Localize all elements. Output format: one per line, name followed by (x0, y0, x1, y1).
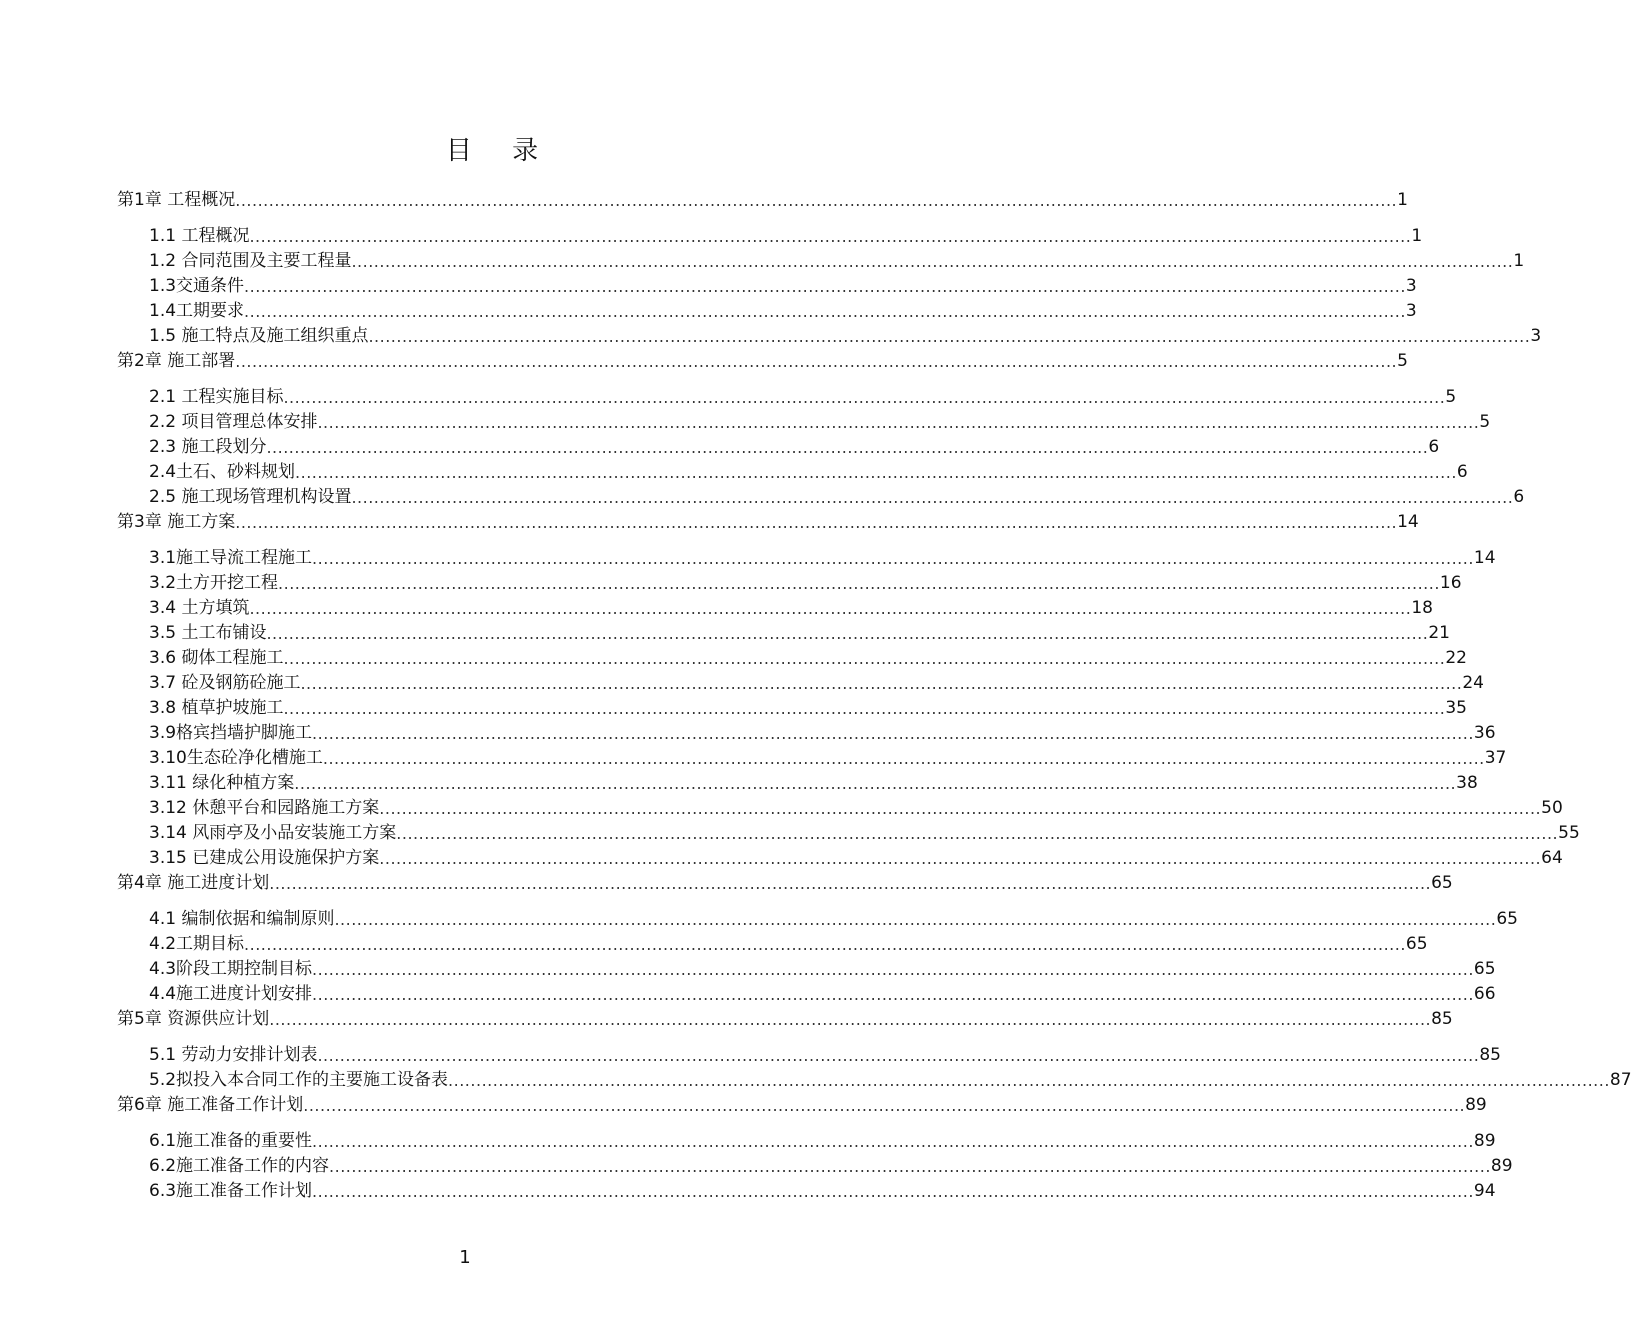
toc-dot-leader (266, 435, 1428, 460)
toc-dot-leader (294, 771, 1456, 796)
toc-section-entry[interactable] (0, 696, 1467, 721)
toc-dot-leader (329, 1154, 1491, 1179)
toc-section-entry[interactable] (0, 385, 1457, 410)
toc-entry-page: 6 (1456, 462, 1468, 482)
toc-dot-leader (312, 1179, 1474, 1204)
toc-section-entry[interactable] (0, 435, 1440, 460)
page-number: 1 (459, 1247, 471, 1268)
toc-entry-label: 3.6 砌体工程施工 (149, 648, 284, 668)
toc-entry-page: 24 (1462, 673, 1484, 693)
toc-section-entry[interactable] (0, 1043, 1501, 1068)
toc-section-entry[interactable] (0, 1129, 1496, 1154)
toc-entry-page: 65 (1405, 934, 1428, 954)
toc-entry-page: 6 (1428, 437, 1440, 457)
toc-entry-page: 1 (1411, 226, 1423, 246)
toc-entry-page: 14 (1397, 512, 1419, 532)
toc-dot-leader (244, 932, 1406, 957)
toc-entry-label: 1.3交通条件 (149, 276, 245, 296)
toc-dot-leader (269, 1007, 1431, 1032)
toc-chapter-entry[interactable] (0, 510, 1419, 535)
toc-entry-page: 87 (1609, 1070, 1632, 1090)
toc-entry-label: 2.3 施工段划分 (149, 437, 267, 457)
toc-dot-leader (235, 188, 1397, 213)
toc-section-entry[interactable] (0, 1068, 1632, 1093)
toc-entry-label: 3.14 风雨亭及小品安装施工方案 (149, 823, 397, 843)
toc-dot-leader (334, 907, 1496, 932)
toc-dot-leader (235, 349, 1397, 374)
toc-entry-label: 3.8 植草护坡施工 (149, 698, 284, 718)
toc-entry-page: 3 (1405, 276, 1417, 296)
toc-entry-page: 50 (1541, 798, 1563, 818)
toc-entry-page: 55 (1558, 823, 1580, 843)
toc-entry-label: 3.10生态砼净化槽施工 (149, 748, 323, 768)
toc-section-entry[interactable] (0, 324, 1542, 349)
toc-dot-leader (283, 696, 1445, 721)
toc-entry-label: 3.11 绿化种植方案 (149, 773, 295, 793)
toc-entry-label: 1.5 施工特点及施工组织重点 (149, 326, 369, 346)
toc-section-entry[interactable] (0, 982, 1496, 1007)
toc-section-entry[interactable] (0, 249, 1525, 274)
toc-section-entry[interactable] (0, 485, 1525, 510)
toc-section-entry[interactable] (0, 721, 1496, 746)
toc-entry-label: 第5章 资源供应计划 (117, 1009, 270, 1029)
toc-entry-page: 89 (1490, 1156, 1513, 1176)
toc-dot-leader (300, 671, 1462, 696)
table-of-contents (0, 188, 1632, 1204)
toc-entry-label: 2.2 项目管理总体安排 (149, 412, 318, 432)
toc-dot-leader (448, 1068, 1610, 1093)
toc-entry-page: 5 (1397, 351, 1408, 371)
toc-section-entry[interactable] (0, 299, 1417, 324)
toc-dot-leader (317, 410, 1479, 435)
toc-entry-label: 3.4 土方填筑 (149, 598, 250, 618)
toc-entry-page: 22 (1445, 648, 1467, 668)
toc-entry-label: 1.4工期要求 (149, 301, 245, 321)
toc-entry-label: 5.2拟投入本合同工作的主要施工设备表 (149, 1070, 449, 1090)
toc-entry-label: 第4章 施工进度计划 (117, 873, 270, 893)
toc-dot-leader (312, 957, 1474, 982)
toc-dot-leader (312, 546, 1474, 571)
toc-entry-page: 1 (1397, 190, 1408, 210)
toc-entry-label: 3.1施工导流工程施工 (149, 548, 313, 568)
toc-section-entry[interactable] (0, 1154, 1513, 1179)
toc-dot-leader (323, 746, 1485, 771)
toc-entry-label: 3.12 休憩平台和园路施工方案 (149, 798, 380, 818)
toc-entry-label: 第6章 施工准备工作计划 (117, 1095, 304, 1115)
toc-section-entry[interactable] (0, 907, 1518, 932)
toc-entry-label: 2.4土石、砂料规划 (149, 462, 296, 482)
toc-dot-leader (351, 485, 1513, 510)
toc-section-entry[interactable] (0, 274, 1417, 299)
toc-entry-label: 1.1 工程概况 (149, 226, 250, 246)
toc-entry-page: 89 (1465, 1095, 1487, 1115)
toc-dot-leader (312, 1129, 1474, 1154)
toc-entry-page: 65 (1473, 959, 1496, 979)
toc-section-entry[interactable] (0, 460, 1468, 485)
toc-entry-label: 4.3阶段工期控制目标 (149, 959, 313, 979)
toc-dot-leader (249, 596, 1411, 621)
toc-entry-page: 66 (1473, 984, 1496, 1004)
toc-section-entry[interactable] (0, 224, 1423, 249)
toc-dot-leader (351, 249, 1513, 274)
toc-section-entry[interactable] (0, 932, 1428, 957)
toc-entry-label: 第3章 施工方案 (117, 512, 236, 532)
toc-entry-page: 35 (1445, 698, 1467, 718)
toc-entry-label: 3.7 砼及钢筋砼施工 (149, 673, 301, 693)
toc-section-entry[interactable] (0, 646, 1467, 671)
toc-dot-leader (269, 871, 1431, 896)
toc-entry-page: 94 (1473, 1181, 1496, 1201)
toc-entry-label: 2.5 施工现场管理机构设置 (149, 487, 352, 507)
toc-chapter-entry[interactable] (0, 1093, 1487, 1118)
toc-section-entry[interactable] (0, 546, 1496, 571)
toc-section-entry[interactable] (0, 410, 1491, 435)
toc-chapter-entry[interactable] (0, 871, 1453, 896)
toc-entry-page: 85 (1479, 1045, 1501, 1065)
toc-entry-label: 3.2土方开挖工程 (149, 573, 279, 593)
toc-entry-label: 2.1 工程实施目标 (149, 387, 284, 407)
toc-entry-page: 89 (1473, 1131, 1496, 1151)
toc-dot-leader (278, 571, 1440, 596)
toc-entry-page: 3 (1405, 301, 1417, 321)
toc-section-entry[interactable] (0, 621, 1450, 646)
toc-dot-leader (312, 982, 1474, 1007)
toc-dot-leader (396, 821, 1558, 846)
toc-entry-label: 第2章 施工部署 (117, 351, 236, 371)
toc-dot-leader (249, 224, 1411, 249)
toc-chapter-entry[interactable] (0, 1007, 1453, 1032)
toc-entry-label: 6.2施工准备工作的内容 (149, 1156, 330, 1176)
toc-dot-leader (266, 621, 1428, 646)
page-title: 目 录 (445, 136, 555, 166)
toc-dot-leader (295, 460, 1457, 485)
toc-entry-label: 4.4施工进度计划安排 (149, 984, 313, 1004)
toc-section-entry[interactable] (0, 1179, 1496, 1204)
toc-entry-page: 21 (1428, 623, 1450, 643)
toc-entry-label: 4.1 编制依据和编制原则 (149, 909, 335, 929)
toc-dot-leader (379, 846, 1541, 871)
toc-chapter-entry[interactable] (0, 188, 1408, 213)
toc-entry-page: 37 (1484, 748, 1507, 768)
toc-chapter-entry[interactable] (0, 349, 1408, 374)
toc-dot-leader (368, 324, 1530, 349)
toc-entry-page: 85 (1431, 1009, 1453, 1029)
toc-entry-page: 65 (1431, 873, 1453, 893)
toc-entry-page: 36 (1473, 723, 1496, 743)
toc-section-entry[interactable] (0, 957, 1496, 982)
toc-entry-page: 65 (1496, 909, 1518, 929)
toc-entry-label: 6.3施工准备工作计划 (149, 1181, 313, 1201)
toc-entry-label: 6.1施工准备的重要性 (149, 1131, 313, 1151)
toc-dot-leader (244, 299, 1406, 324)
toc-dot-leader (244, 274, 1406, 299)
toc-entry-label: 第1章 工程概况 (117, 190, 236, 210)
toc-entry-label: 3.9格宾挡墙护脚施工 (149, 723, 313, 743)
toc-entry-label: 5.1 劳动力安排计划表 (149, 1045, 318, 1065)
toc-entry-label: 4.2工期目标 (149, 934, 245, 954)
toc-entry-page: 3 (1530, 326, 1542, 346)
toc-entry-page: 64 (1541, 848, 1563, 868)
toc-entry-page: 5 (1445, 387, 1457, 407)
toc-dot-leader (235, 510, 1397, 535)
toc-dot-leader (283, 385, 1445, 410)
toc-entry-page: 38 (1456, 773, 1478, 793)
toc-entry-label: 1.2 合同范围及主要工程量 (149, 251, 352, 271)
toc-entry-page: 16 (1439, 573, 1462, 593)
toc-section-entry[interactable] (0, 746, 1507, 771)
toc-entry-page: 18 (1411, 598, 1433, 618)
toc-section-entry[interactable] (0, 821, 1580, 846)
toc-entry-page: 14 (1473, 548, 1496, 568)
toc-dot-leader (312, 721, 1474, 746)
toc-entry-label: 3.15 已建成公用设施保护方案 (149, 848, 380, 868)
toc-section-entry[interactable] (0, 771, 1478, 796)
toc-entry-page: 6 (1513, 487, 1525, 507)
toc-dot-leader (283, 646, 1445, 671)
toc-section-entry[interactable] (0, 571, 1462, 596)
toc-section-entry[interactable] (0, 846, 1563, 871)
toc-dot-leader (379, 796, 1541, 821)
toc-dot-leader (317, 1043, 1479, 1068)
toc-dot-leader (303, 1093, 1465, 1118)
toc-entry-page: 1 (1513, 251, 1525, 271)
toc-section-entry[interactable] (0, 671, 1484, 696)
toc-entry-label: 3.5 土工布铺设 (149, 623, 267, 643)
toc-section-entry[interactable] (0, 796, 1563, 821)
toc-section-entry[interactable] (0, 596, 1433, 621)
toc-entry-page: 5 (1479, 412, 1491, 432)
